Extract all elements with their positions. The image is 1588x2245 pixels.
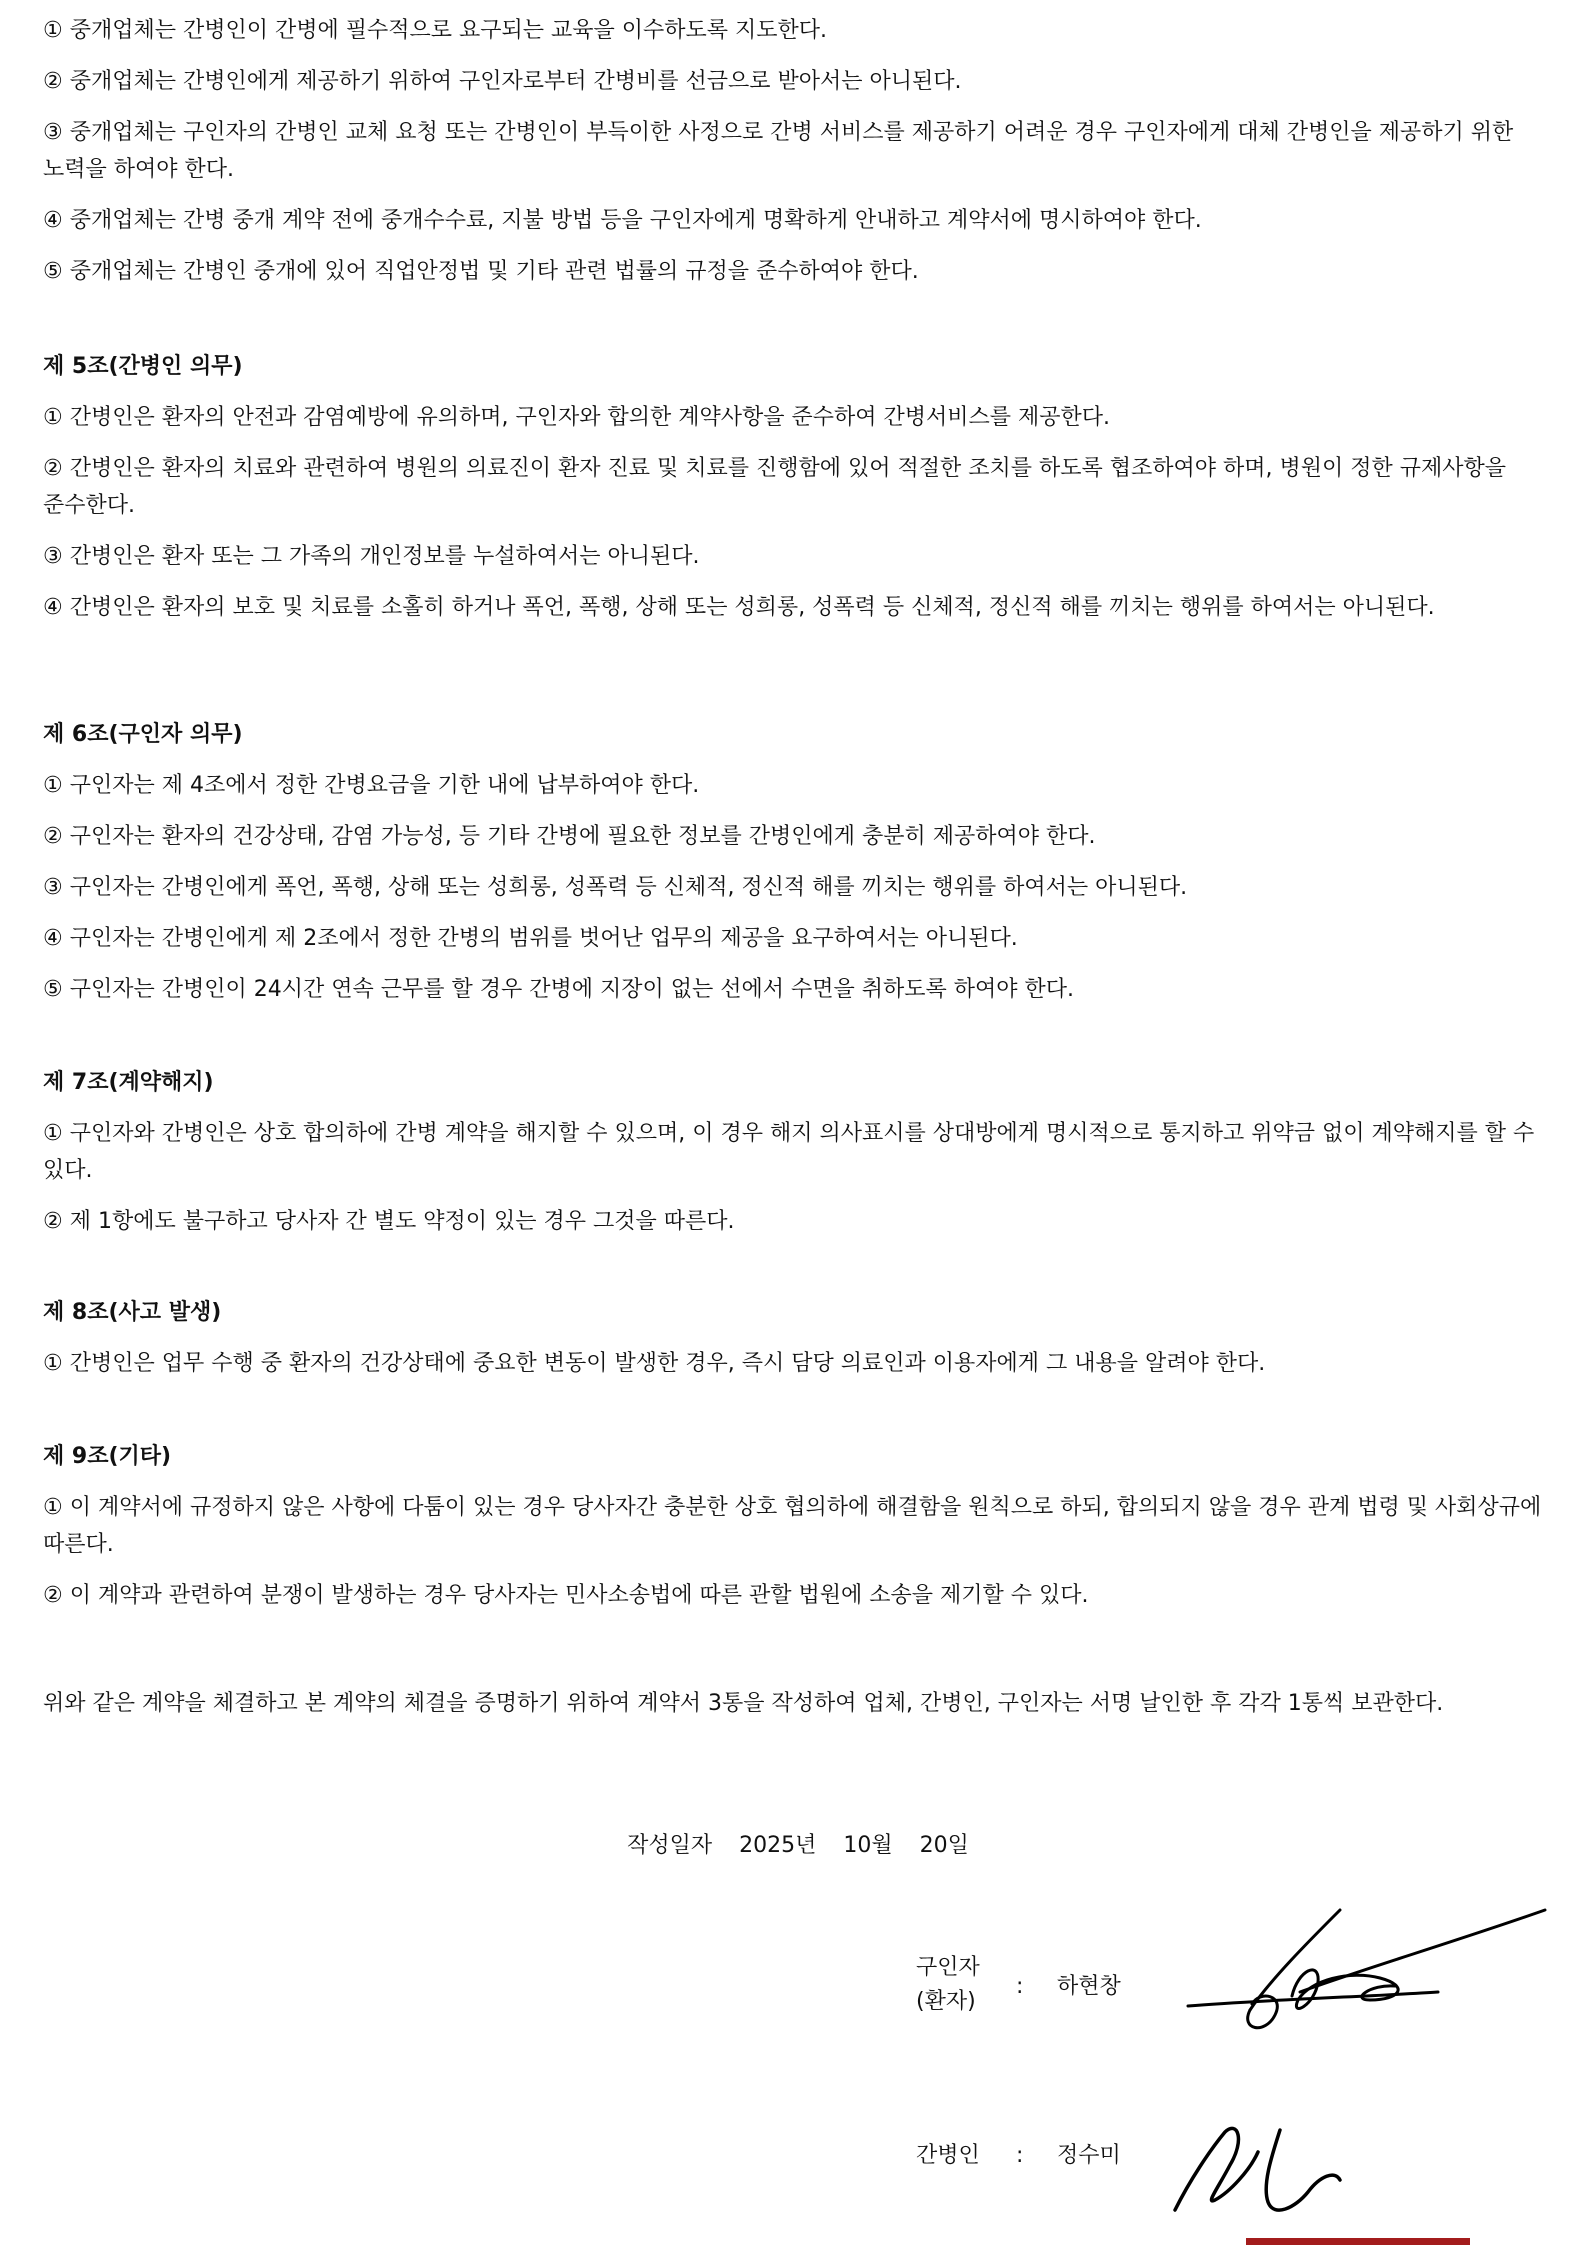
caregiver-label: 간병인 xyxy=(916,2143,980,2168)
article-9-item-2: ② 이 계약과 관련하여 분쟁이 발생하는 경우 당사자는 민사소송법에 따른 관할 법원에 소송을 제기할 수 있다. xyxy=(43,1583,1089,1608)
date-day: 20일 xyxy=(919,1833,969,1858)
article-6-title: 제 6조(구인자 의무) xyxy=(43,722,243,747)
date-label: 작성일자 xyxy=(627,1833,713,1858)
article-6-item-5: ⑤ 구인자는 간병인이 24시간 연속 근무를 할 경우 간병에 지장이 없는 선에서 수면을 취하도록 하여야 한다. xyxy=(43,977,1074,1002)
article-6-item-2: ② 구인자는 환자의 건강상태, 감염 가능성, 등 기타 간병에 필요한 정보를 간병인에게 충분히 제공하여야 한다. xyxy=(43,824,1096,849)
caregiver-signature xyxy=(1160,2110,1360,2230)
article-5-item-2: ② 간병인은 환자의 치료와 관련하여 병원의 의료진이 환자 진료 및 치료를 진행함에 있어 적절한 조치를 하도록 협조하여야 하며, 병원이 정한 규제사항을 준수한다. xyxy=(43,456,1513,518)
article-8-item-1: ① 간병인은 업무 수행 중 환자의 건강상태에 중요한 변동이 발생한 경우, 즉시 담당 의료인과 이용자에게 그 내용을 알려야 한다. xyxy=(43,1351,1266,1376)
client-signature xyxy=(1180,1900,1550,2040)
date-line xyxy=(43,1827,1553,1864)
article-9-title: 제 9조(기타) xyxy=(43,1444,172,1469)
closing-statement: 위와 같은 계약을 체결하고 본 계약의 체결을 증명하기 위하여 계약서 3통을 작성하여 업체, 간병인, 구인자는 서명 날인한 후 각각 1통씩 보관한다. xyxy=(43,1691,1444,1716)
client-name: 하현창 xyxy=(1057,1974,1121,1999)
client-label-line2: (환자) xyxy=(916,1989,976,2014)
article-6-item-1: ① 구인자는 제 4조에서 정한 간병요금을 기한 내에 납부하여야 한다. xyxy=(43,773,700,798)
article-7-item-1: ① 구인자와 간병인은 상호 합의하에 간병 계약을 해지할 수 있으며, 이 경우 해지 의사표시를 상대방에게 명시적으로 통지하고 위약금 없이 계약해지를 할 수 있다. xyxy=(43,1121,1542,1183)
caregiver-colon: : xyxy=(1016,2143,1024,2168)
article-6-items xyxy=(43,767,1553,1008)
accent-bar xyxy=(1246,2238,1470,2245)
caregiver-name: 정수미 xyxy=(1057,2143,1121,2168)
article-7-title: 제 7조(계약해지) xyxy=(43,1070,214,1095)
article-5-item-1: ① 간병인은 환자의 안전과 감염예방에 유의하며, 구인자와 합의한 계약사항을 준수하여 간병서비스를 제공한다. xyxy=(43,405,1110,430)
client-label-line1: 구인자 xyxy=(916,1955,980,1980)
article-9-item-1: ① 이 계약서에 규정하지 않은 사항에 다툼이 있는 경우 당사자간 충분한 상호 협의하에 해결함을 원칙으로 하되, 합의되지 않을 경우 관계 법령 및 사회상규에 따른다. xyxy=(43,1495,1549,1557)
date-year: 2025년 xyxy=(739,1833,817,1858)
article-8-items xyxy=(43,1345,1553,1382)
intro-item-2: ② 중개업체는 간병인에게 제공하기 위하여 구인자로부터 간병비를 선금으로 받아서는 아니된다. xyxy=(43,69,962,94)
article-6-item-3: ③ 구인자는 간병인에게 폭언, 폭행, 상해 또는 성희롱, 성폭력 등 신체적, 정신적 해를 끼치는 행위를 하여서는 아니된다. xyxy=(43,875,1188,900)
article-8-title: 제 8조(사고 발생) xyxy=(43,1300,222,1325)
intro-item-3: ③ 중개업체는 구인자의 간병인 교체 요청 또는 간병인이 부득이한 사정으로 간병 서비스를 제공하기 어려운 경우 구인자에게 대체 간병인을 제공하기 위한 노력을 하여야 한다. xyxy=(43,120,1521,182)
article-6-item-4: ④ 구인자는 간병인에게 제 2조에서 정한 간병의 범위를 벗어난 업무의 제공을 요구하여서는 아니된다. xyxy=(43,926,1018,951)
date-month: 10월 xyxy=(843,1833,893,1858)
intro-item-1: ① 중개업체는 간병인이 간병에 필수적으로 요구되는 교육을 이수하도록 지도한다. xyxy=(43,18,827,43)
intro-item-5: ⑤ 중개업체는 간병인 중개에 있어 직업안정법 및 기타 관련 법률의 규정을 준수하여야 한다. xyxy=(43,259,919,284)
client-colon: : xyxy=(1016,1974,1024,1999)
article-7-items xyxy=(43,1115,1553,1240)
article-7-item-2: ② 제 1항에도 불구하고 당사자 간 별도 약정이 있는 경우 그것을 따른다. xyxy=(43,1209,735,1234)
intro-items xyxy=(43,12,1553,290)
intro-item-4: ④ 중개업체는 간병 중개 계약 전에 중개수수료, 지불 방법 등을 구인자에게 명확하게 안내하고 계약서에 명시하여야 한다. xyxy=(43,208,1202,233)
article-5-items xyxy=(43,399,1553,626)
article-5-title: 제 5조(간병인 의무) xyxy=(43,354,243,379)
article-5-item-4: ④ 간병인은 환자의 보호 및 치료를 소홀히 하거나 폭언, 폭행, 상해 또는 성희롱, 성폭력 등 신체적, 정신적 해를 끼치는 행위를 하여서는 아니된다. xyxy=(43,595,1435,620)
client-label xyxy=(916,1951,980,2019)
article-5-item-3: ③ 간병인은 환자 또는 그 가족의 개인정보를 누설하여서는 아니된다. xyxy=(43,544,700,569)
article-9-items xyxy=(43,1489,1553,1614)
